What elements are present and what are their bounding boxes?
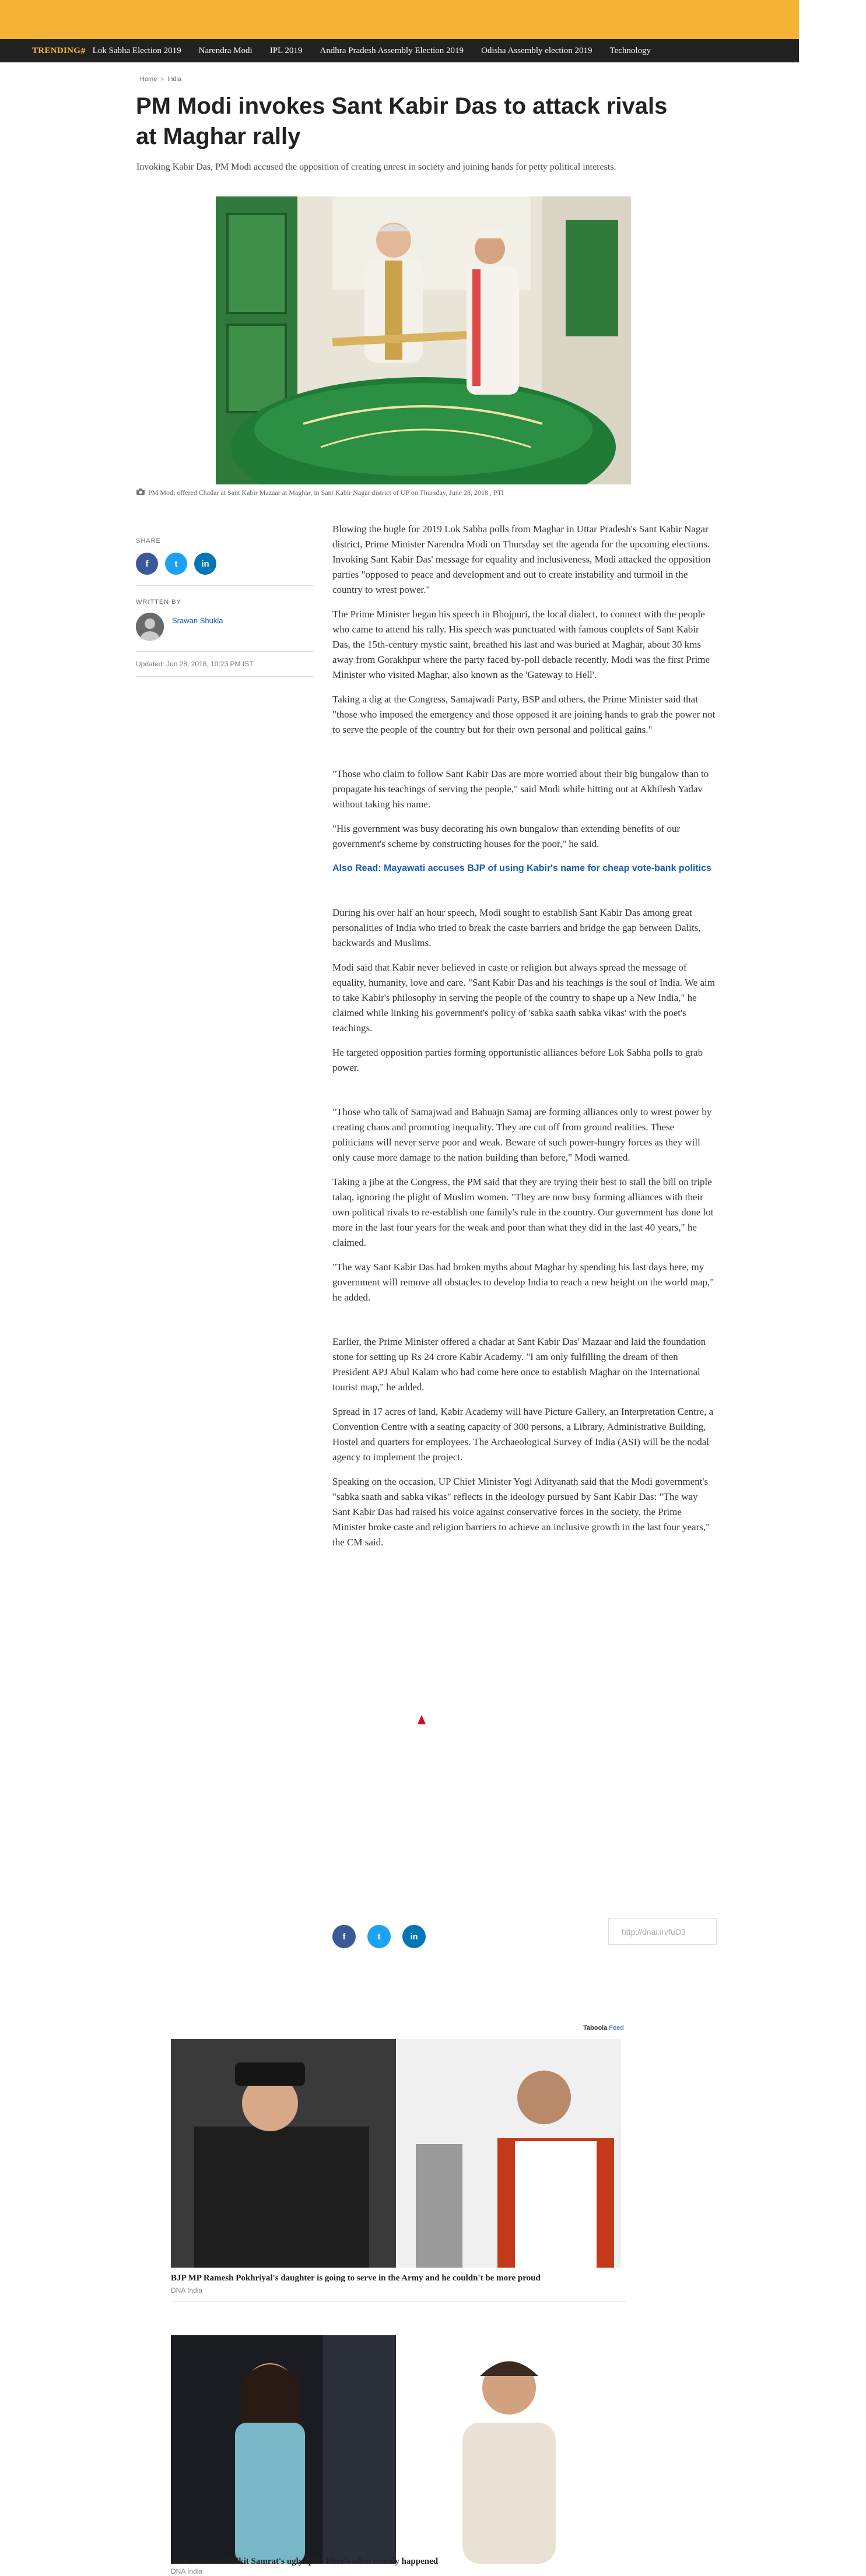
sidebar-divider: [136, 651, 314, 652]
short-url-box[interactable]: [608, 1918, 717, 1945]
linkedin-icon: in: [201, 558, 209, 569]
twitter-icon: t: [174, 558, 178, 569]
article-paragraph: Taking a dig at the Congress, Samajwadi Party, BSP and others, the Prime Minister said that "those who imposed the emergency and those opposed it are joining hands to grab the power not to serve the people of the country but for their own personal and political gains.": [332, 694, 716, 735]
facebook-share-button[interactable]: [136, 553, 158, 575]
ad-spacer: [332, 1085, 717, 1105]
sidebar-divider: [136, 676, 314, 677]
recommendation-source: DNA India: [171, 2567, 203, 2575]
article-paragraph: "Those who claim to follow Sant Kabir Das are more worried about their big bungalow than to propagate his teachings of serving the people," said Modi while hitting out at Akhilesh Yadav without taking his name.: [332, 768, 709, 810]
recommendation-title[interactable]: Yami Gautam-Pulkit Samrat's ugly split: Here's what exactly happened: [171, 2557, 439, 2566]
trending-item-andhra[interactable]: Andhra Pradesh Assembly Election 2019: [320, 45, 464, 55]
article-paragraph: Spread in 17 acres of land, Kabir Academy will have Picture Gallery, an Interpretation Centre, a Convention Centre with a seating capacity of 300 persons, a Library, Administrative Building, Hostel and quarters for employees. The Archaeological Survey of India (ASI) will be the nodal agency to implement the project.: [332, 1406, 714, 1463]
updated-timestamp: Updated: Jun 28, 2018, 10:23 PM IST: [136, 660, 254, 668]
hero-photo-illustration: [216, 196, 631, 484]
recommendation-image[interactable]: [171, 2039, 621, 2268]
short-url-text: http://dnai.in/fuD3: [622, 1927, 686, 1937]
facebook-icon: f: [145, 558, 149, 569]
ad-spacer: [332, 1315, 717, 1334]
article-paragraph: Earlier, the Prime Minister offered a chadar at Sant Kabir Das' Mazaar and laid the foundation stone for setting up Rs 24 crore Kabir Academy. "I am only fulfilling the dream of then President APJ Abul Kalam who had come here once to establish Maghar on the International tourist map," he added.: [332, 1336, 706, 1393]
header-bar: [0, 0, 799, 39]
author-name[interactable]: Srawan Shukla: [172, 616, 223, 625]
article-paragraph: He targeted opposition parties forming opportunistic alliances before Lok Sabha polls to grab power.: [332, 1047, 703, 1073]
article-paragraph: "The way Sant Kabir Das had broken myths about Maghar by spending his last days here, my government will remove all obstacles to develop India to reach a new height on the world map," he added.: [332, 1261, 714, 1303]
recommendation-title[interactable]: BJP MP Ramesh Pokhriyal's daughter is going to serve in the Army and he couldn't be more proud: [171, 2273, 541, 2283]
breadcrumb-section[interactable]: India: [167, 76, 182, 83]
linkedin-icon: in: [410, 1931, 418, 1942]
trending-item-narendra-modi[interactable]: Narendra Modi: [198, 45, 253, 55]
article-sidebar: [136, 537, 314, 677]
article-paragraph: Blowing the bugle for 2019 Lok Sabha polls from Maghar in Uttar Pradesh's Sant Kabir Nagar district, Prime Minister Narendra Modi on Thursday set the agenda for the upcoming elections. Invoking Sant Kabir Das' message for equality and inclusiveness, Modi attacked the opposition parties "opposed to peace and development and out to create instability and turmoil in the country to wrest power.": [332, 523, 711, 595]
taboola-feed-label[interactable]: [583, 2025, 624, 2032]
breadcrumb-separator: >: [160, 76, 164, 83]
trending-label-group: [32, 46, 86, 56]
linkedin-share-button[interactable]: [402, 1925, 426, 1948]
article-paragraph: "His government was busy decorating his own bungalow than extending benefits of our government's scheme by constructing houses for the poor," he said.: [332, 823, 681, 849]
article-paragraph: Taking a jibe at the Congress, the PM said that they are trying their best to stall the bill on triple talaq, ignoring the plight of Muslim women. "They are now busy forming alliances with their own political rivals to re-establish one family's rule in the country. Our government has done lot more in the last four years for the weak and poor than what they did in the last 40 years," he claimed.: [332, 1176, 714, 1248]
article-body: [332, 522, 717, 1559]
facebook-icon: f: [342, 1931, 346, 1942]
trending-item-technology[interactable]: Technology: [609, 45, 651, 55]
also-read-link[interactable]: Also Read: Mayawati accuses BJP of using Kabir's name for cheap vote-bank politics: [332, 863, 711, 873]
share-label: SHARE: [136, 537, 161, 544]
recommendation-divider: [171, 2301, 626, 2302]
author-avatar[interactable]: [136, 613, 164, 641]
ad-spacer: [332, 885, 717, 905]
trending-bar: [0, 39, 799, 62]
breadcrumb-home[interactable]: Home: [140, 76, 157, 83]
camera-icon: [136, 489, 145, 497]
taboola-feed: Feed: [609, 2025, 624, 2032]
trending-item-lok-sabha[interactable]: Lok Sabha Election 2019: [92, 45, 181, 55]
recommendation-image[interactable]: [171, 2335, 621, 2564]
recommendation-source: DNA India: [171, 2286, 203, 2294]
trending-hash: #: [80, 45, 86, 56]
hero-image: [216, 196, 631, 484]
twitter-share-button[interactable]: [367, 1925, 391, 1948]
taboola-label: Taboola: [583, 2025, 608, 2032]
cursor-icon: [418, 1715, 426, 1724]
trending-label: TRENDING: [32, 45, 81, 55]
trending-item-odisha[interactable]: Odisha Assembly election 2019: [481, 45, 592, 55]
article-paragraph: During his over half an hour speech, Modi sought to establish Sant Kabir Das among great personalities of India who tried to break the caste barriers and bridge the gap between Dalits, backwards and Muslims.: [332, 907, 701, 948]
bottom-share-buttons: [332, 1925, 426, 1948]
article-paragraph: Speaking on the occasion, UP Chief Minister Yogi Adityanath said that the Modi government's "sabka saath and sabka vikas" reflects in the ideology pursued by Sant Kabir Das: "The way Sant Kabir Das had raised his voice against conservative forces in the society, the Prime Minister broke caste and religion barriers to achieve an inclusive growth in the last four years," the CM said.: [332, 1476, 710, 1548]
page-title: PM Modi invokes Sant Kabir Das to attack rivals at Maghar rally: [136, 93, 668, 149]
article-paragraph: "Those who talk of Samajwad and Bahuajn Samaj are forming alliances only to wrest power by creating chaos and promoting inequality. They are cut off from ground realities. These politicians will never serve poor and weak. Beware of such power-hungry forces as they will only cause more damage to the nation building than before," Modi warned.: [332, 1106, 712, 1163]
breadcrumb: [140, 76, 181, 83]
share-buttons: [136, 553, 314, 575]
written-by-label: WRITTEN BY: [136, 599, 181, 606]
article-paragraph: The Prime Minister began his speech in Bhojpuri, the local dialect, to connect with the people who came to attend his rally. His speech was punctuated with famous couplets of Sant Kabir Das, the 15th-century mystic saint, breathed his last and was buried at Maghar, about 30 kms away from Gorakhpur where the party faced by-poll debacle recently. Modi was the first Prime Minister who visited Maghar, also known as the 'Gateway to Hell'.: [332, 609, 710, 680]
author-block: [136, 613, 314, 641]
trending-item-ipl[interactable]: IPL 2019: [269, 45, 303, 55]
facebook-share-button[interactable]: [332, 1925, 356, 1948]
article-dek: Invoking Kabir Das, PM Modi accused the opposition of creating unrest in society and joining hands for petty political interests.: [136, 162, 616, 172]
article-paragraph: Modi said that Kabir never believed in caste or religion but always spread the message of equality, humanity, love and care. "Sant Kabir Das and his teachings is the soul of India. We aim to take Kabir's philosophy in serving the people of the country to shape up a New India," he claimed while linking his government's policy of 'sabka saath sabka vikas' with the poet's teachings.: [332, 962, 715, 1034]
image-caption: [136, 489, 504, 497]
twitter-share-button[interactable]: [165, 553, 187, 575]
twitter-icon: t: [377, 1931, 381, 1942]
ad-spacer: [332, 747, 717, 767]
linkedin-share-button[interactable]: [194, 553, 216, 575]
caption-text: PM Modi offered Chadar at Sant Kabir Mazaar at Maghar, in Sant Kabir Nagar district of UP on Thursday, June 28, 2018 , PTI: [148, 489, 504, 497]
sidebar-divider: [136, 585, 314, 586]
